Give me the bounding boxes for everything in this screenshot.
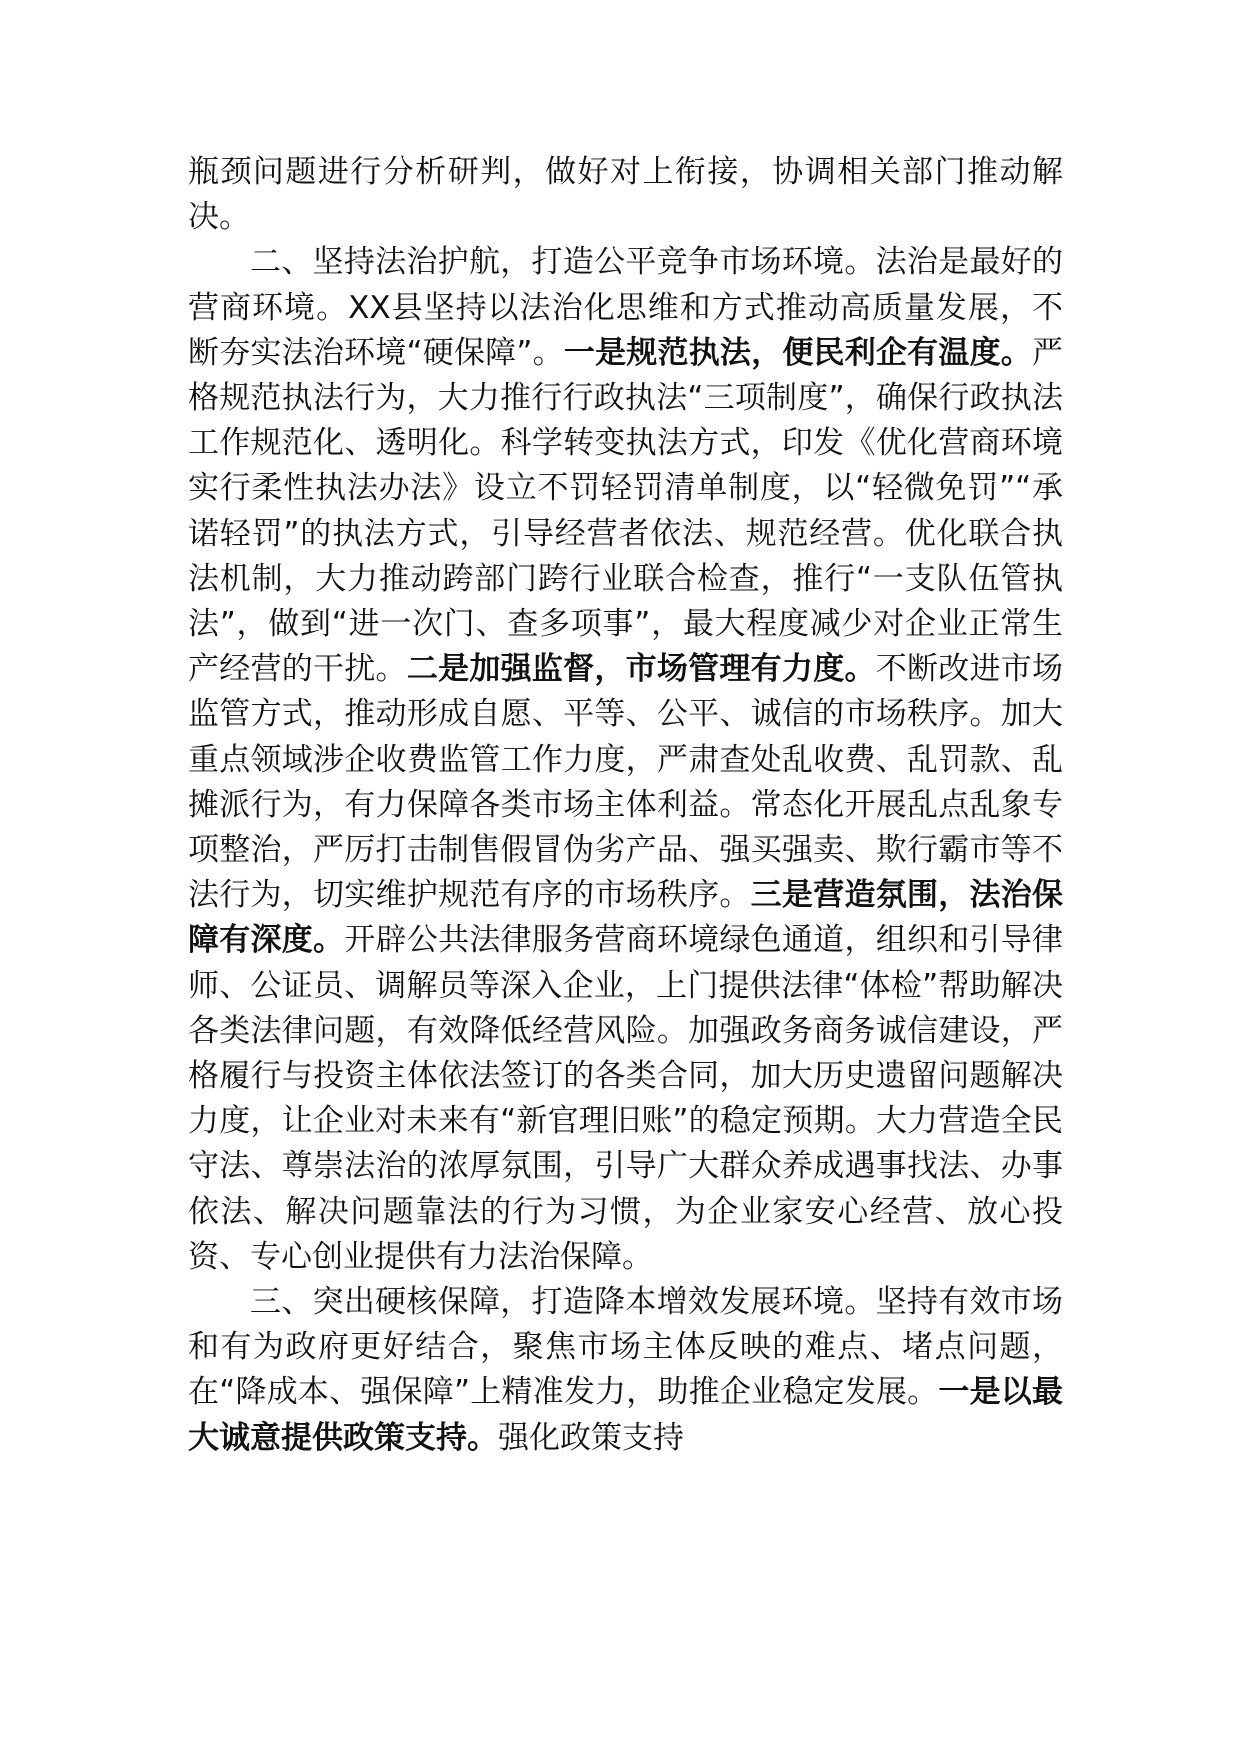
text-run: 开辟公共法律服务营商环境绿色通道，组织和引导律师、公证员、调解员等深入企业，上门提供法律“体检”帮助解决各类法律问题，有效降低经营风险。加强政务商务诚信建设，严格履行与投资主体依法签订的各类合同，加大历史遗留问题解决力度，让企业对未来有“新官理旧账”的稳定预期。大力营造全民守法、尊崇法治的浓厚氛围，引导广大群众养成遇事找法、办事依法、解决问题靠法的行为习惯，为企业家安心经营、放心投资、专心创业提供有力法治保障。	[188, 922, 1063, 1275]
text-run: 严格规范执法行为，大力推行行政执法“三项制度”，确保行政执法工作规范化、透明化。科学转变执法方式，印发《优化营商环境实行柔性执法办法》设立不罚轻罚清单制度，以“轻微免罚”“承诺轻罚”的执法方式，引导经营者依法、规范经营。优化联合执法机制，大力推动跨部门跨行业联合检查，推行“一支队伍管执法”，做到“进一次门、查多项事”，最大程度减少对企业正常生产经营的干扰。	[188, 334, 1064, 688]
paragraph-section-three	[188, 1280, 1063, 1461]
text-run: 不断改进市场监管方式，推动形成自愿、平等、公平、诚信的市场秩序。加大重点领域涉企收费监管工作力度，严肃查处乱收费、乱罚款、乱摊派行为，有力保障各类市场主体利益。常态化开展乱点乱象专项整治，严厉打击制售假冒伪劣产品、强买强卖、欺行霸市等不法行为，切实维护规范有序的市场秩序。	[188, 651, 1064, 914]
text-run: 三、突出硬核保障，打造降本增效发展环境。坚持有效市场和有为政府更好结合，聚焦市场主体反映的难点、堵点问题，在“降成本、强保障”上精准发力，助推企业稳定发展。	[188, 1284, 1063, 1411]
text-run: 二、坚持法治护航，打造公平竞争市场环境。法治是最好的营商环境。XX县坚持以法治化思维和方式推动高质量发展，不断夯实法治环境“硬保障”。	[188, 244, 1063, 371]
document-page	[188, 150, 1063, 1461]
paragraph-section-two	[188, 240, 1063, 1280]
bold-heading-run: 三是营造氛围，法治保障有深度。	[188, 877, 1064, 959]
bold-heading-run: 一是规范执法，便民利企有温度。	[563, 334, 1033, 371]
bold-heading-run: 一是以最大诚意提供政策支持。	[188, 1374, 1064, 1456]
paragraph-continuation	[188, 150, 1063, 240]
text-run: 强化政策支持	[498, 1419, 684, 1456]
text-run: 瓶颈问题进行分析研判，做好对上衔接，协调相关部门推动解决。	[188, 154, 1063, 236]
bold-heading-run: 二是加强监督，市场管理有力度。	[406, 651, 876, 688]
